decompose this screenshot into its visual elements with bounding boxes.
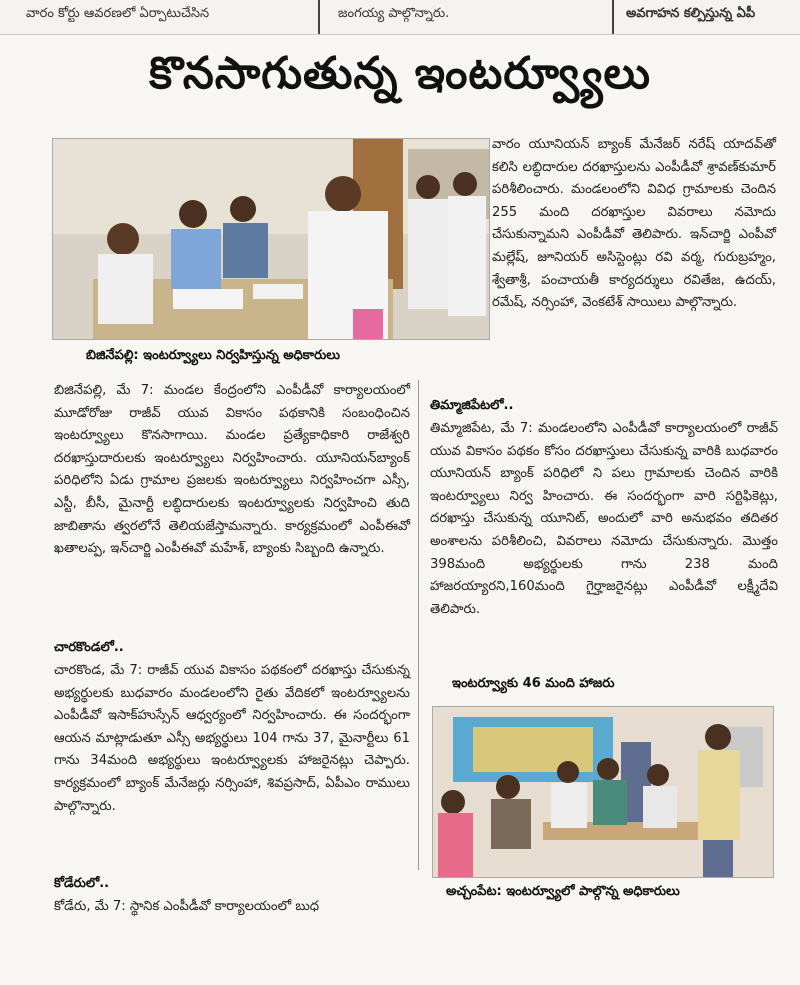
headline: కొనసాగుతున్న ఇంటర్వ్యూలు — [149, 48, 651, 99]
interview-photo-achampet — [432, 706, 774, 878]
article-text-timmajipet: తిమ్మాజిపేట, మే 7: మండలంలోని ఎంపీడీవో కార్యాలయంలో రాజీవ్ యువ వికాసం పథకం కోసం దరఖాస్తులు చేసుకున్న వారికి బుధవారం యూనియన్ బ్యాంక్ పరిధిలో ని పలు గ్రామాలకు చెందిన వారికి ఇంటర్వ్యూలు నిర్వ హించారు. ఈ సందర్భంగా వారి సర్టిఫికెట్లు, దరఖాస్తు చేసుకున్న యూనిట్, అందులో వారి అనుభవం తదితర అంశాలను పరిశీలించి, వివరాలు నమోదు చేసుకున్నారు. మొత్తం 398మంది అభ్యర్థులకు గాను 238 మంది హాజరయ్యారని,160మంది గైర్హాజరైనట్లు ఎంపీడీవో లక్ష్మీదేవి తెలిపారు. — [430, 421, 778, 617]
photo-caption-bijinepally: బిజినేపల్లి: ఇంటర్వ్యూలు నిర్వహిస్తున్న అధికారులు — [86, 348, 340, 363]
article-text-koderu: కోడేరు, మే 7: స్థానిక ఎంపీడీవో కార్యాలయంలో బుధ — [54, 899, 320, 914]
article-text-bijinepally: బిజినేపల్లి, మే 7: మండల కేంద్రంలోని ఎంపీడీవో కార్యాలయంలో మూడోరోజు రాజీవ్ యువ వికాసం పథకానికి సంబంధించిన ఇంటర్వ్యూలు కొనసాగాయి. మండల ప్రత్యేకాధికారి రాజేశ్వరి దరఖాస్తుదారులకు ఇంటర్వ్యూలు నిర్వహించారు. యూనియన్‌బ్యాంక్ పరిధిలోని ఏడు గ్రామాల ప్రజలకు ఇంటర్వ్యూలు నిర్వహించగా ఎస్సీ, ఎస్టీ, బీసీ, మైనార్టీ లబ్ధిదారులకు ఇంటర్వ్యూలకు నిర్వహించి తుది జాబితాను త్వరలోనే తెలియజేస్తామన్నారు. కార్యక్రమంలో ఎంపీఈవో ఖతాలప్ప, ఇన్‌చార్జి ఎంపీఈవో మహేశ్, బ్యాంకు సిబ్బంది ఉన్నారు. — [54, 383, 410, 557]
top-strip-text-right: అవగాహన కల్పిస్తున్న ఏపీ — [626, 6, 756, 21]
subheading-koderu: కోడేరులో.. — [54, 876, 110, 891]
top-strip-text-middle: జంగయ్య పాల్గొన్నారు. — [338, 6, 450, 21]
photo-illustration — [433, 707, 773, 877]
interview-photo-bijinepally — [52, 138, 490, 340]
photo-caption-achampet: అచ్చంపేట: ఇంటర్వ్యూలో పాల్గొన్న అధికారులు — [446, 884, 680, 899]
top-strip-text-left: వారం కోర్టు ఆవరణలో ఏర్పాటుచేసిన — [26, 6, 210, 21]
column-divider — [418, 380, 419, 870]
subheading-interview-count: ఇంటర్వ్యూకు 46 మంది హాజరు — [452, 676, 615, 691]
article-text-charakonda: చారకొండ, మే 7: రాజీవ్ యువ వికాసం పథకంలో దరఖాస్తు చేసుకున్న అభ్యర్థులకు బుధవారం మండలంలోని రైతు వేదికలో ఇంటర్వ్యూలను ఎంపీడీవో ఇసాక్‌హుస్సేన్ ఆధ్వర్యంలో నిర్వహించారు. ఈ సందర్భంగా ఆయన మాట్లాడుతూ ఎస్సీ అభ్యర్థులు 104 గాను 37, మైనార్టీలు 61 గాను 34మంది అభ్యర్థులు ఇంటర్వ్యూలకు హాజరైనట్లు చెప్పారు. కార్యక్రమంలో బ్యాంక్ మేనేజర్లు నర్సింహా, శివప్రసాద్, ఏపీఎం రాములు పాల్గొన్నారు. — [54, 663, 410, 814]
column-divider — [318, 0, 320, 34]
column-divider — [612, 0, 614, 34]
subheading-charakonda: చారకొండలో.. — [54, 640, 124, 655]
photo-illustration — [53, 139, 489, 339]
article-text-continuation: వారం యూనియన్ బ్యాంక్ మేనేజర్ నరేష్ యాదవ్‌తో కలిసి లబ్ధిదారుల దరఖాస్తులను ఎంపీడీవో శ్రావణ్‌కుమార్ పరిశీలించారు. మండలంలోని వివిధ గ్రామాలకు చెందిన 255 మంది దరఖాస్తుల వివరాలు నమోదు చేసుకున్నామని ఎంపీడీవో తెలిపారు. ఇన్‌చార్జి ఎంపీవో మల్లేష్, జూనియర్ అసిస్టెంట్లు రవి వర్మ, గురుబ్రహ్మం, శ్వేతాశ్రీ, పంచాయతీ కార్యదర్శులు రవితేజ, ఉదయ్, రమేష్, నర్సింహా, వెంకటేశ్ సాయిలు పాల్గొన్నారు. — [492, 137, 776, 311]
subheading-timmajipet: తిమ్మాజిపేటలో.. — [430, 398, 514, 413]
